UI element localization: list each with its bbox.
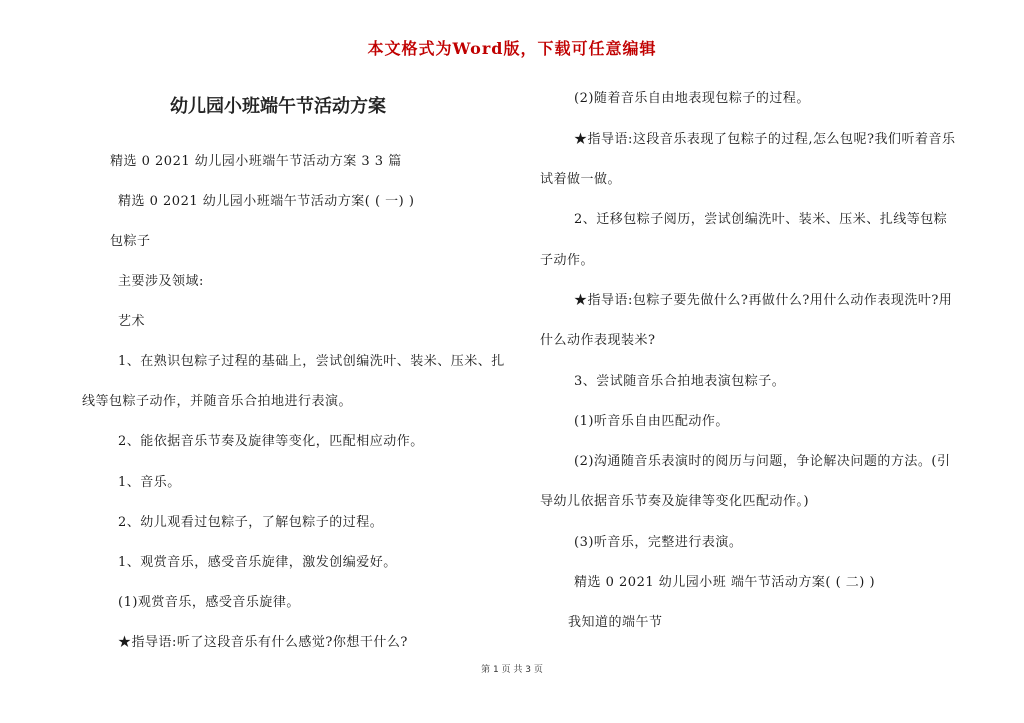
paragraph-line: 艺术 — [118, 314, 146, 329]
paragraph-line: 线等包粽子动作，并随音乐合拍地进行表演。 — [82, 394, 353, 409]
paragraph-line: (1)听音乐自由匹配动作。 — [574, 414, 729, 429]
paragraph-line: ★指导语:这段音乐表现了包粽子的过程,怎么包呢?我们听着音乐 — [574, 132, 956, 147]
paragraph-line: 主要涉及领域: — [118, 274, 204, 289]
paragraph-line: 精选 0 2021 幼儿园小班端午节活动方案( ( 一) ) — [118, 194, 415, 209]
paragraph-line: 试着做一做。 — [540, 172, 622, 187]
paragraph-line: 什么动作表现装米? — [540, 333, 656, 348]
paragraph-line: (2)沟通随音乐表演时的阅历与问题，争论解决问题的方法。(引 — [574, 454, 951, 469]
paragraph-line: 子动作。 — [540, 253, 595, 268]
paragraph-line: 3、尝试随音乐合拍地表演包粽子。 — [574, 374, 786, 389]
page-footer: 第 1 页 共 3 页 — [481, 665, 543, 675]
paragraph-line: 精选 0 2021 幼儿园小班端午节活动方案 3 3 篇 — [110, 154, 402, 169]
paragraph-line: (3)听音乐，完整进行表演。 — [574, 535, 743, 550]
paragraph-line: (2)随着音乐自由地表现包粽子的过程。 — [574, 91, 810, 106]
paragraph-line: 导幼儿依据音乐节奏及旋律等变化匹配动作。) — [540, 494, 810, 509]
paragraph-line: ★指导语:听了这段音乐有什么感觉?你想干什么? — [118, 635, 408, 650]
paragraph-line: 2、幼儿观看过包粽子，了解包粽子的过程。 — [118, 515, 384, 530]
paragraph-line: 2、迁移包粽子阅历，尝试创编洗叶、装米、压米、扎线等包粽 — [574, 212, 948, 227]
paragraph-line: 1、音乐。 — [118, 475, 181, 490]
paragraph-line: 1、观赏音乐，感受音乐旋律，激发创编爱好。 — [118, 555, 397, 570]
paragraph-line: 我知道的端午节 — [568, 615, 663, 630]
paragraph-line: 1、在熟识包粽子过程的基础上，尝试创编洗叶、装米、压米、扎 — [118, 354, 505, 369]
document-title: 幼儿园小班端午节活动方案 — [170, 96, 386, 117]
paragraph-line: 精选 0 2021 幼儿园小班 端午节活动方案( ( 二) ) — [574, 575, 876, 590]
paragraph-line: 2、能依据音乐节奏及旋律等变化，匹配相应动作。 — [118, 434, 424, 449]
paragraph-line: 包粽子 — [110, 234, 151, 249]
header-banner: 本文格式为Word版，下载可任意编辑 — [367, 39, 657, 58]
paragraph-line: (1)观赏音乐，感受音乐旋律。 — [118, 595, 300, 610]
paragraph-line: ★指导语:包粽子要先做什么?再做什么?用什么动作表现洗叶?用 — [574, 293, 953, 308]
